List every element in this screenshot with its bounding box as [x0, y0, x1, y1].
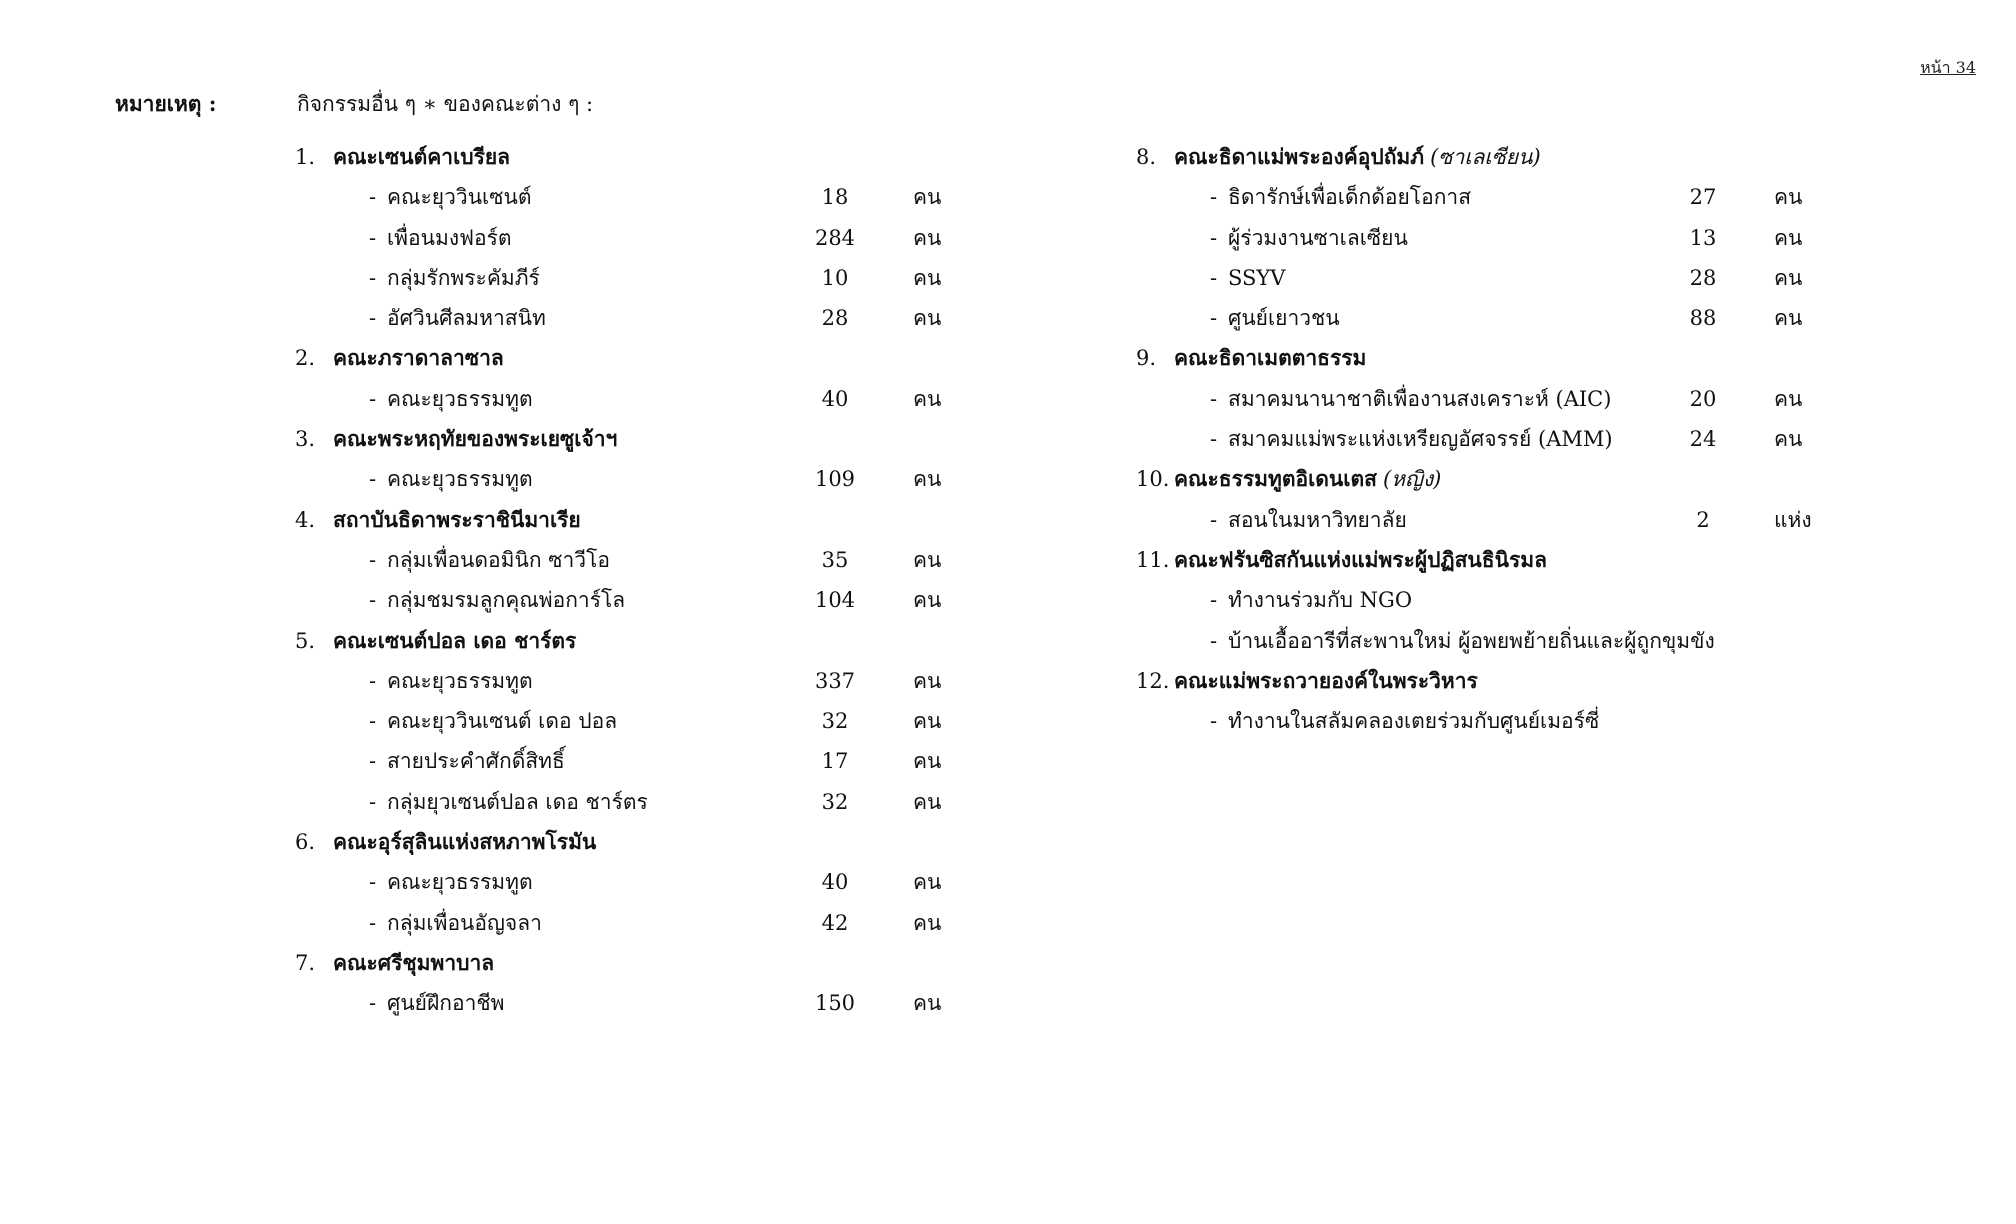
right-column	[1136, 137, 1896, 741]
item-count: 17	[821, 749, 849, 774]
list-item	[295, 903, 995, 943]
section-number: 3.	[295, 427, 316, 452]
item-label: ทำงานร่วมกับ NGO	[1228, 588, 1413, 613]
section-title	[1174, 540, 1547, 580]
item-unit: คน	[913, 265, 942, 290]
section-title-text: คณะธรรมทูตอิเดนเตส	[1174, 466, 1377, 492]
section-heading	[295, 943, 995, 983]
list-item	[1136, 500, 1896, 540]
section-number: 2.	[295, 346, 316, 371]
section-number: 6.	[295, 830, 316, 855]
item-count: 284	[814, 225, 856, 250]
item-label: กลุ่มชมรมลูกคุณพ่อการ์โล	[387, 588, 626, 613]
section-title-text: คณะเซนต์ปอล เดอ ชาร์ตร	[333, 627, 577, 653]
bullet-dash: -	[1210, 306, 1218, 331]
item-unit: คน	[913, 306, 942, 331]
section-number: 8.	[1136, 145, 1157, 169]
list-item	[1136, 580, 1896, 620]
item-count: 13	[1689, 225, 1717, 250]
section-heading	[295, 822, 995, 862]
item-unit: คน	[913, 588, 942, 613]
item-count: 28	[821, 306, 849, 331]
section-title-text: คณะธิดาแม่พระองค์อุปถัมภ์	[1174, 144, 1425, 169]
bullet-dash: -	[369, 547, 377, 572]
list-item	[295, 459, 995, 499]
note-label: หมายเหตุ :	[115, 91, 217, 116]
item-count: 20	[1689, 386, 1717, 411]
list-item	[295, 661, 995, 701]
section-number: 12.	[1136, 668, 1170, 693]
section-title-text: คณะธิดาเมตตาธรรม	[1174, 345, 1367, 371]
bullet-dash: -	[1210, 265, 1218, 290]
item-unit: คน	[913, 789, 942, 814]
item-label: คณะยุววินเซนต์	[387, 185, 532, 210]
bullet-dash: -	[1210, 386, 1218, 411]
list-item	[1136, 218, 1896, 258]
list-item	[295, 701, 995, 741]
bullet-dash: -	[369, 386, 377, 411]
bullet-dash: -	[369, 991, 377, 1016]
bullet-dash: -	[369, 185, 377, 210]
section-number: 11.	[1136, 547, 1170, 572]
list-item	[295, 258, 995, 298]
section-heading	[1136, 540, 1896, 580]
item-label: ศูนย์เยาวชน	[1228, 306, 1340, 331]
item-count: 104	[814, 588, 856, 613]
item-count: 337	[814, 668, 856, 693]
bullet-dash: -	[1210, 588, 1218, 613]
section-heading	[1136, 459, 1896, 499]
item-unit: คน	[913, 467, 942, 492]
item-count: 2	[1696, 507, 1710, 532]
bullet-dash: -	[1210, 709, 1218, 734]
item-unit: คน	[913, 870, 942, 895]
section-title	[333, 500, 581, 540]
section-title	[1174, 661, 1478, 701]
item-unit: คน	[913, 185, 942, 210]
item-count: 40	[821, 386, 849, 411]
item-unit: คน	[1774, 386, 1803, 411]
note-text: กิจกรรมอื่น ๆ ∗ ของคณะต่าง ๆ :	[297, 92, 594, 116]
bullet-dash: -	[369, 870, 377, 895]
item-label: SSYV	[1228, 265, 1286, 290]
item-unit: คน	[913, 709, 942, 734]
bullet-dash: -	[369, 265, 377, 290]
section-title-text: คณะภราดาลาซาล	[333, 345, 504, 371]
item-count: 32	[821, 709, 849, 734]
section-title-text: คณะศรีชุมพาบาล	[333, 949, 495, 975]
bullet-dash: -	[369, 467, 377, 492]
section-subtitle: (หญิง)	[1382, 467, 1442, 492]
item-count: 28	[1689, 265, 1717, 290]
item-label: ศูนย์ฝึกอาชีพ	[387, 991, 505, 1016]
item-unit: คน	[913, 749, 942, 774]
section-heading	[295, 419, 995, 459]
list-item	[295, 580, 995, 620]
section-heading	[295, 621, 995, 661]
bullet-dash: -	[369, 749, 377, 774]
bullet-dash: -	[1210, 185, 1218, 210]
section-number: 5.	[295, 628, 316, 653]
item-label: สายประคำศักดิ์สิทธิ์	[387, 749, 565, 774]
section-title	[333, 338, 504, 378]
left-column	[295, 137, 995, 1024]
item-label: ธิดารักษ์เพื่อเด็กด้อยโอกาส	[1228, 185, 1472, 210]
item-count: 35	[821, 547, 849, 572]
section-number: 7.	[295, 950, 316, 975]
section-title	[1174, 338, 1366, 378]
bullet-dash: -	[1210, 225, 1218, 250]
section-number: 9.	[1136, 346, 1157, 371]
bullet-dash: -	[369, 225, 377, 250]
item-label: กลุ่มเพื่อนดอมินิก ซาวีโอ	[387, 547, 610, 572]
bullet-dash: -	[369, 789, 377, 814]
list-item	[1136, 298, 1896, 338]
section-title-text: คณะฟรันซิสกันแห่งแม่พระผู้ปฏิสนธินิรมล	[1174, 546, 1547, 572]
item-label: สมาคมนานาชาติเพื่องานสงเคราะห์ (AIC)	[1228, 386, 1612, 411]
list-item	[295, 177, 995, 217]
item-count: 150	[814, 991, 856, 1016]
item-label: อัศวินศีลมหาสนิท	[387, 306, 546, 331]
list-item	[1136, 621, 1896, 661]
item-label: กลุ่มเพื่อนอัญจลา	[387, 910, 542, 935]
section-heading	[295, 137, 995, 177]
item-unit: คน	[913, 668, 942, 693]
section-title	[333, 943, 494, 983]
item-count: 18	[821, 185, 849, 210]
section-title-text: คณะแม่พระถวายองค์ในพระวิหาร	[1174, 667, 1478, 693]
section-title-text: คณะเซนต์คาเบรียล	[333, 144, 511, 169]
section-heading	[295, 338, 995, 378]
section-title-text: คณะอุร์สุลินแห่งสหภาพโรมัน	[333, 829, 597, 855]
section-heading	[295, 500, 995, 540]
bullet-dash: -	[1210, 628, 1218, 653]
section-title-text: คณะพระหฤทัยของพระเยซูเจ้าฯ	[333, 426, 618, 452]
list-item	[295, 218, 995, 258]
item-label: กลุ่มยุวเซนต์ปอล เดอ ชาร์ตร	[387, 789, 648, 814]
section-title	[1174, 459, 1441, 499]
item-label: สอนในมหาวิทยาลัย	[1228, 507, 1407, 532]
item-unit: คน	[913, 991, 942, 1016]
section-title	[333, 822, 596, 862]
section-number: 1.	[295, 145, 316, 169]
item-unit: คน	[913, 910, 942, 935]
section-heading	[1136, 661, 1896, 701]
bullet-dash: -	[1210, 427, 1218, 452]
bullet-dash: -	[369, 588, 377, 613]
item-count: 32	[821, 789, 849, 814]
item-count: 10	[821, 265, 849, 290]
section-heading	[1136, 338, 1896, 378]
list-item	[1136, 701, 1896, 741]
section-number: 10.	[1136, 467, 1170, 492]
item-unit: คน	[1774, 265, 1803, 290]
item-unit: คน	[1774, 427, 1803, 452]
section-subtitle: (ซาเลเซียน)	[1430, 145, 1541, 169]
list-item	[295, 782, 995, 822]
list-item	[295, 298, 995, 338]
item-unit: คน	[1774, 306, 1803, 331]
item-unit: แห่ง	[1774, 507, 1812, 532]
page-number: หน้า 34	[1920, 58, 1976, 77]
section-title-text: สถาบันธิดาพระราชินีมาเรีย	[333, 506, 581, 532]
bullet-dash: -	[1210, 507, 1218, 532]
item-label: คณะยุวธรรมทูต	[387, 870, 533, 895]
item-unit: คน	[913, 386, 942, 411]
item-count: 42	[821, 910, 849, 935]
list-item	[295, 379, 995, 419]
list-item	[295, 741, 995, 781]
item-unit: คน	[1774, 225, 1803, 250]
bullet-dash: -	[369, 910, 377, 935]
item-label: บ้านเอื้ออารีที่สะพานใหม่ ผู้อพยพย้ายถิ่นและผู้ถูกขุมขัง	[1228, 628, 1715, 653]
list-item	[1136, 177, 1896, 217]
section-heading	[1136, 137, 1896, 177]
item-unit: คน	[1774, 185, 1803, 210]
bullet-dash: -	[369, 709, 377, 734]
item-unit: คน	[913, 225, 942, 250]
item-label: ผู้ร่วมงานซาเลเซียน	[1228, 225, 1408, 250]
item-label: กลุ่มรักพระคัมภีร์	[387, 265, 540, 290]
section-title	[333, 621, 576, 661]
section-number: 4.	[295, 507, 316, 532]
item-label: คณะยุววินเซนต์ เดอ ปอล	[387, 709, 618, 734]
section-title	[1174, 137, 1541, 177]
list-item	[1136, 379, 1896, 419]
section-title	[333, 419, 617, 459]
list-item	[1136, 258, 1896, 298]
item-label: ทำงานในสลัมคลองเตยร่วมกับศูนย์เมอร์ซี่	[1228, 709, 1600, 734]
section-title	[333, 137, 510, 177]
list-item	[1136, 419, 1896, 459]
item-count: 40	[821, 870, 849, 895]
list-item	[295, 983, 995, 1023]
item-count: 27	[1689, 185, 1717, 210]
item-label: สมาคมแม่พระแห่งเหรียญอัศจรรย์ (AMM)	[1228, 427, 1613, 452]
item-unit: คน	[913, 547, 942, 572]
item-label: คณะยุวธรรมทูต	[387, 386, 533, 411]
list-item	[295, 862, 995, 902]
bullet-dash: -	[369, 306, 377, 331]
item-count: 88	[1689, 306, 1717, 331]
item-count: 24	[1689, 427, 1717, 452]
item-count: 109	[814, 467, 856, 492]
item-label: เพื่อนมงฟอร์ต	[387, 225, 512, 250]
item-label: คณะยุวธรรมทูต	[387, 668, 533, 693]
list-item	[295, 540, 995, 580]
bullet-dash: -	[369, 668, 377, 693]
item-label: คณะยุวธรรมทูต	[387, 467, 533, 492]
